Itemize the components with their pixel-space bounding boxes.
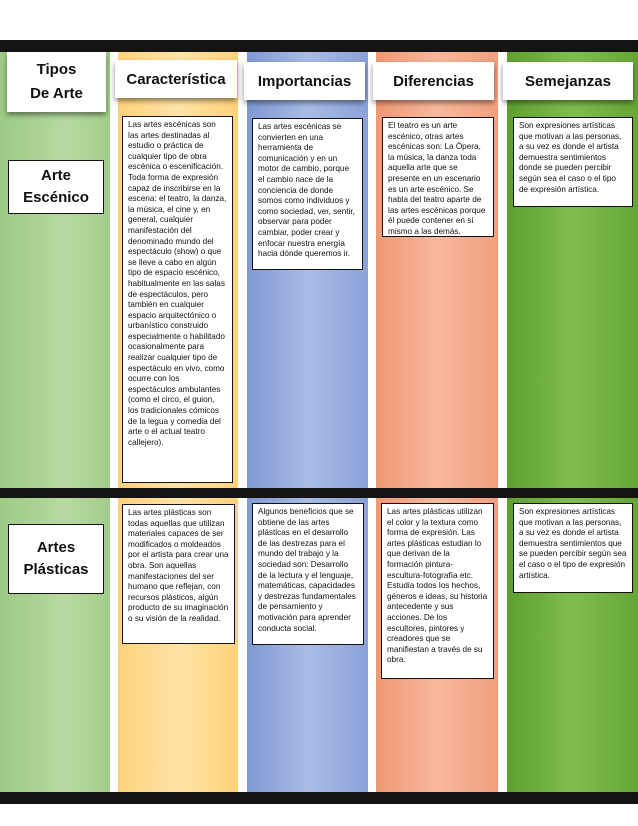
header-tipos-line2: De Arte [30,85,83,102]
top-bar [0,40,638,52]
header-caracteristica: Característica [115,60,237,98]
row-label-line1: Artes [36,539,76,556]
header-tipos-line1: Tipos [36,61,77,78]
row-label-arte-escenico [8,160,104,214]
cell-arte-escenico-importancias: Las artes escénicas se convierten en una herramienta de comunicación y en un motor de cambio, porque el cambio nace de la conciencia de donde somos como individuos y como sociedad, ver, sentir, observar para poder cambiar, poder crear y enfocar nuestra energía hacia dónde queremos ir. [252,118,363,270]
cell-artes-plasticas-importancias: Algunos beneficios que se obtiene de las artes plásticas en el desarrollo de las destrezas para el mundo del trabajo y la sociedad son: Desarrollo de la lectura y el lenguaje, matemáticas, capacidades y destrezas fundamentales de pensamiento y motivación para aprender conducta social. [252,503,364,645]
cell-arte-escenico-diferencias: El teatro es un arte escénico, otras artes escénicas son: La Ópera, la música, la danza toda aquella arte que se presente en un escenario es un arte escénico. Se habla del teatro aparte de las artes escénicas porque él puede contener en sí mismo a las demás. [382,117,494,237]
row-label-artes-plasticas [8,524,104,594]
row-label-line2: Plásticas [23,561,89,578]
header-semejanzas: Semejanzas [503,62,633,100]
cell-artes-plasticas-semejanzas: Son expresiones artísticas que motivan a las personas, a su vez es donde el artista demuestra sentimientos que se pueden percibir según sea el caso o el tipo de expresión artística. [513,503,633,593]
header-tipos-de-arte [7,52,106,112]
bottom-bar [0,792,638,804]
cell-artes-plasticas-caracteristica: Las artes plásticas son todas aquellas que utilizan materiales capaces de ser modificados o moldeados por el artista para crear una obra. Son aquellas manifestaciones del ser humano que reflejan, con recursos plásticos, algún producto de su imaginación o su visión de la realidad. [122,504,235,644]
row-label-line1: Arte [40,167,71,184]
cell-arte-escenico-semejanzas: Son expresiones artísticas que motivan a las personas, a su vez es donde el artista demuestra sentimientos donde se pueden percibir según sea el caso o el tipo de expresión artística. [513,117,633,207]
cell-arte-escenico-caracteristica: Las artes escénicas son las artes destinadas al estudio o práctica de cualquier tipo de obra escénica o escenificación. Toda forma de expresión capaz de inscribirse en la escena: el teatro, la danza, la música, el cine y, en general, cualquier manifestación del denominado mundo del espectáculo (show) o que se lleve a cabo en algún tipo de espacio escénico, habitualmente en las salas de espectáculos, pero también en cualquier espacio arquitectónico o urbanístico construido especialmente o habilitado ocasionalmente para realizar cualquier tipo de espectáculo en vivo, como ocurre con los espectáculos ambulantes (como el circo, el guion, los tradicionales cómicos de la legua y comedia del arte o el actual teatro callejero). [122,116,233,483]
header-importancias: Importancias [244,62,365,100]
header-diferencias: Diferencias [373,62,494,100]
row-label-line2: Escénico [23,189,89,206]
middle-bar [0,488,638,498]
cell-artes-plasticas-diferencias: Las artes plásticas utilizan el color y la textura como forma de expresión. Las artes plásticas estudian lo que derivan de la formación pintura-escultura-fotografía etc. Estudia todos los hechos, géneros e ideas, su historia antecedente y sus acciones. De los escultores, pintores y creadores que se manifiestan a través de su obra. [381,503,494,679]
